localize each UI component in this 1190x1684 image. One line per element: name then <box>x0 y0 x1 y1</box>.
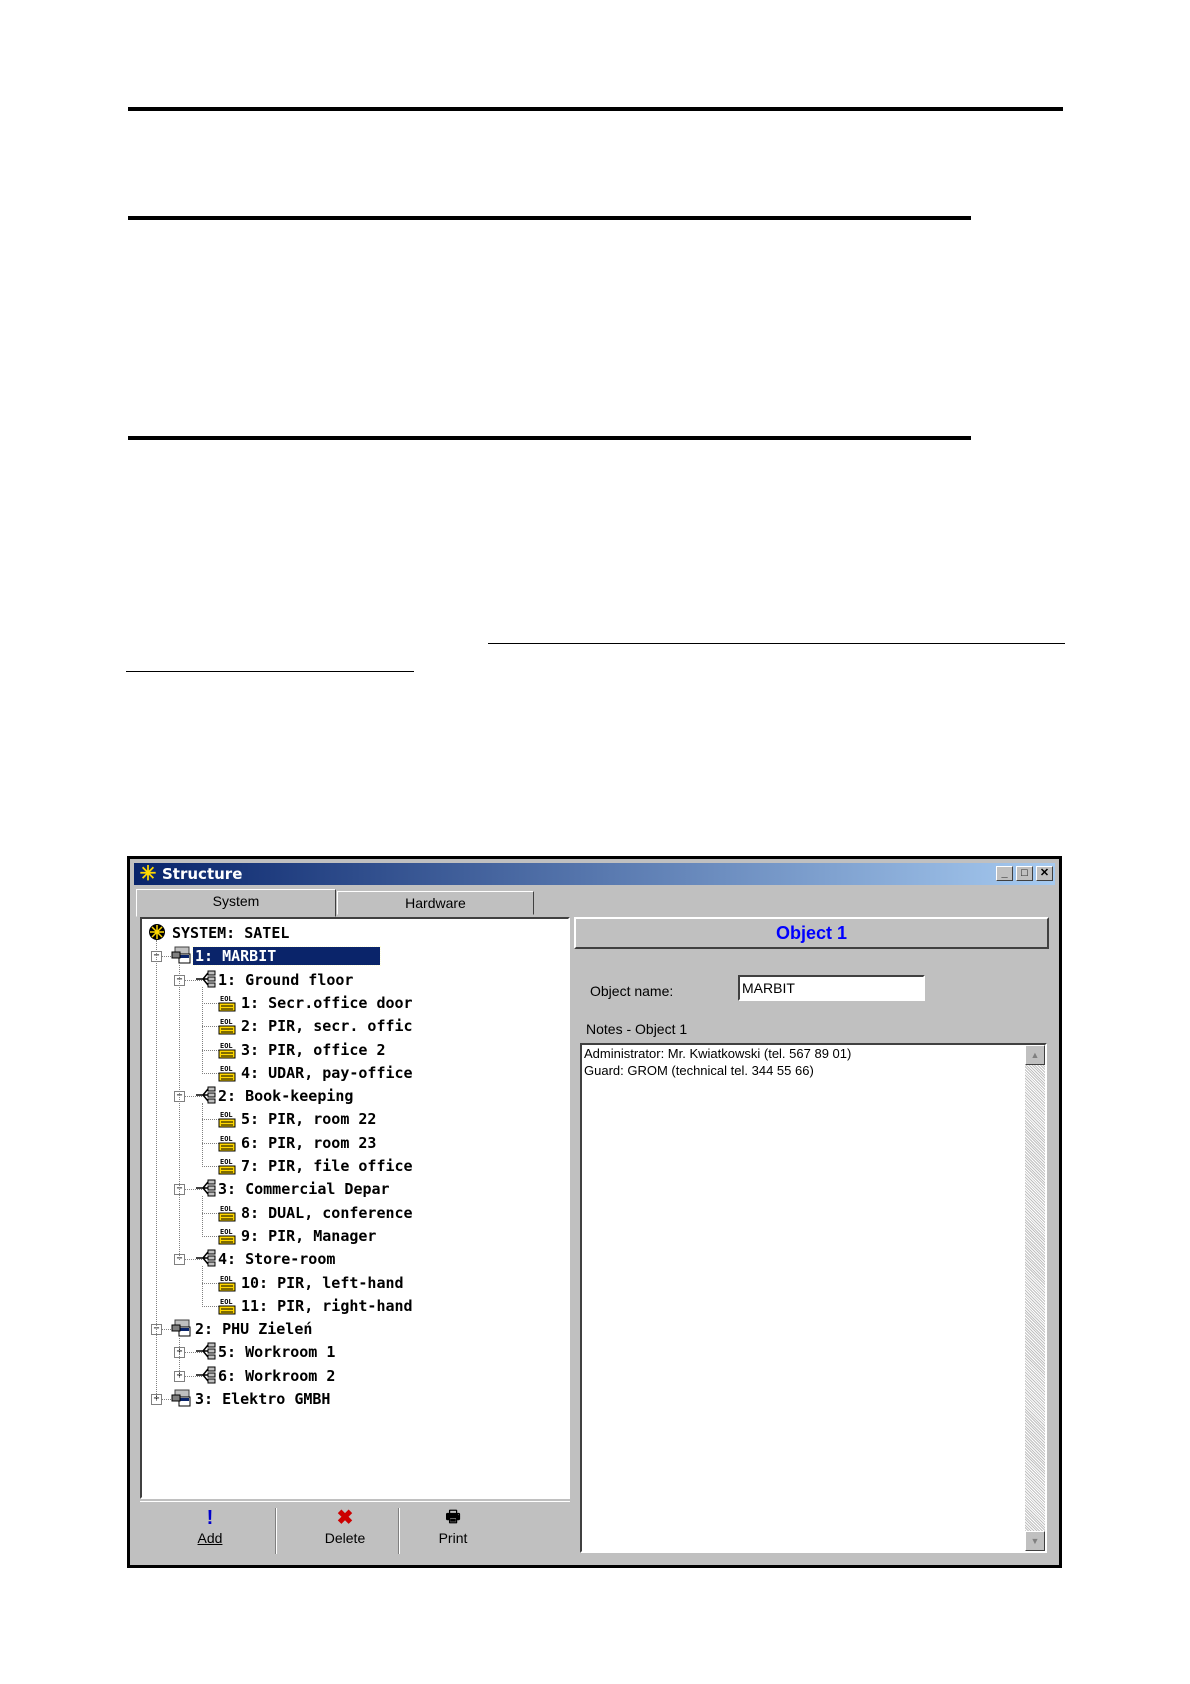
tree-guide <box>202 1266 203 1307</box>
tree-node-zone[interactable] <box>239 1202 415 1224</box>
page-rule-3 <box>128 436 971 440</box>
eol-zone-icon <box>217 1040 237 1058</box>
tree-node-partition[interactable] <box>216 1365 337 1387</box>
svg-text:EOL: EOL <box>220 1018 233 1027</box>
eol-zone-icon <box>217 1156 237 1174</box>
expand-toggle[interactable]: + <box>174 1371 185 1382</box>
object-icon <box>171 946 191 964</box>
svg-text:EOL: EOL <box>220 1064 233 1073</box>
tree-node-label: 4: UDAR, pay-office <box>241 1063 413 1082</box>
tree-node-zone[interactable] <box>239 1108 378 1130</box>
printer-icon: 🖶 <box>445 1509 461 1526</box>
page-rule-top <box>128 107 1063 111</box>
eol-zone-icon <box>217 1063 237 1081</box>
svg-text:EOL: EOL <box>220 994 233 1003</box>
scroll-up-button[interactable]: ▲ <box>1025 1045 1045 1065</box>
tree-node-label: 2: PIR, secr. offic <box>241 1017 413 1036</box>
close-button[interactable]: ✕ <box>1036 866 1053 881</box>
delete-button-label: Delete <box>324 1530 366 1546</box>
tree-node-label: 3: Elektro GMBH <box>195 1390 331 1408</box>
print-button-label: Print <box>438 1530 468 1546</box>
expand-toggle[interactable]: + <box>151 1394 162 1405</box>
collapse-toggle[interactable]: − <box>174 1254 185 1265</box>
tree-toolbar <box>140 1501 570 1558</box>
partition-icon <box>194 1179 214 1197</box>
tree-node-label: 11: PIR, right-hand <box>241 1296 413 1315</box>
notes-line: Guard: GROM (technical tel. 344 55 66) <box>584 1063 814 1078</box>
notes-textarea[interactable] <box>580 1043 1047 1553</box>
page-underline-1 <box>488 643 1065 644</box>
collapse-toggle[interactable]: − <box>174 1091 185 1102</box>
delete-button[interactable] <box>300 1506 390 1554</box>
tree-node-label: 2: PHU Zieleń <box>195 1320 313 1339</box>
collapse-toggle[interactable]: − <box>151 951 162 962</box>
eol-zone-icon <box>217 1016 237 1034</box>
tree-node-partition[interactable] <box>216 1341 337 1363</box>
structure-tree[interactable] <box>140 917 570 1499</box>
object-name-input[interactable]: MARBIT <box>738 975 925 1001</box>
maximize-button[interactable]: □ <box>1016 866 1033 881</box>
tree-node-label: 3: PIR, office 2 <box>241 1040 386 1059</box>
exclamation-icon: ! <box>206 1507 214 1529</box>
svg-text:EOL: EOL <box>220 1227 233 1236</box>
eol-zone-icon <box>217 1226 237 1244</box>
object-header: Object 1 <box>574 917 1049 949</box>
object-icon <box>171 1319 191 1337</box>
toolbar-separator <box>398 1508 400 1554</box>
toolbar-separator <box>275 1508 277 1554</box>
structure-window <box>127 856 1062 1568</box>
eol-zone-icon <box>217 1109 237 1127</box>
eol-zone-icon <box>217 993 237 1011</box>
eol-zone-icon <box>217 1273 237 1291</box>
tree-node-label: 1: MARBIT <box>193 947 380 965</box>
collapse-toggle[interactable]: − <box>174 1184 185 1195</box>
tree-node-zone[interactable] <box>239 1155 415 1177</box>
page-underline-2 <box>126 671 414 672</box>
svg-text:EOL: EOL <box>220 1204 233 1213</box>
add-button[interactable] <box>170 1506 250 1554</box>
collapse-toggle[interactable]: − <box>151 1324 162 1335</box>
tree-node-zone[interactable] <box>239 1225 378 1247</box>
tree-node-label: 7: PIR, file office <box>241 1157 413 1175</box>
tree-node-label: SYSTEM: SATEL <box>172 924 290 942</box>
svg-text:EOL: EOL <box>220 1111 233 1120</box>
scroll-down-button[interactable]: ▼ <box>1025 1531 1045 1551</box>
tree-node-label: 6: PIR, room 23 <box>241 1133 377 1152</box>
tree-node-label: 5: PIR, room 22 <box>241 1110 377 1129</box>
tree-guide <box>179 963 180 1260</box>
tree-node-label: 1: Ground floor <box>218 970 354 989</box>
svg-text:EOL: EOL <box>220 1158 233 1166</box>
app-icon: ✳ <box>139 863 157 885</box>
object-icon <box>171 1389 191 1407</box>
tree-node-partition[interactable] <box>216 1085 355 1107</box>
svg-text:EOL: EOL <box>220 1041 233 1050</box>
notes-label: Notes - Object 1 <box>586 1021 688 1037</box>
tree-guide <box>202 987 203 1074</box>
collapse-toggle[interactable]: − <box>174 975 185 986</box>
notes-scrollbar[interactable] <box>1025 1045 1045 1551</box>
tree-node-zone[interactable] <box>239 1132 378 1154</box>
details-panel <box>574 917 1051 1559</box>
partition-icon <box>194 1342 214 1360</box>
tree-node-label: 6: Workroom 2 <box>218 1366 336 1385</box>
tree-node-label: 2: Book-keeping <box>218 1087 354 1106</box>
title-bar[interactable] <box>134 863 1055 885</box>
tree-guide <box>202 1196 203 1237</box>
tab-system[interactable]: System <box>136 889 336 917</box>
partition-icon <box>194 1249 214 1267</box>
tree-node-label: 1: Secr.office door <box>241 993 413 1012</box>
tree-node-zone[interactable] <box>239 1272 406 1294</box>
partition-icon <box>194 1086 214 1104</box>
tree-node-label: 9: PIR, Manager <box>241 1226 377 1245</box>
tree-node-zone[interactable] <box>239 992 415 1014</box>
tree-node-object[interactable] <box>193 1318 314 1340</box>
tree-node-zone[interactable] <box>239 1062 415 1084</box>
tree-node-label: 5: Workroom 1 <box>218 1343 336 1362</box>
tree-node-label: 8: DUAL, conference <box>241 1203 413 1222</box>
tree-node-label: 3: Commercial Depar <box>218 1180 390 1199</box>
svg-text:EOL: EOL <box>220 1297 233 1306</box>
tree-node-zone[interactable] <box>239 1015 415 1037</box>
tree-node-object[interactable] <box>193 1388 332 1410</box>
tree-node-label: 10: PIR, left-hand <box>241 1273 404 1292</box>
tab-hardware[interactable]: Hardware <box>337 891 534 915</box>
svg-text:EOL: EOL <box>220 1134 233 1143</box>
eol-zone-icon <box>217 1296 237 1314</box>
tree-node-partition[interactable] <box>216 969 355 991</box>
system-icon <box>148 923 168 941</box>
delete-x-icon: ✖ <box>336 1507 354 1529</box>
tree-root[interactable] <box>170 922 291 944</box>
svg-text:EOL: EOL <box>220 1274 233 1283</box>
tree-guide <box>202 1103 203 1167</box>
window-title: Structure <box>162 865 243 883</box>
object-name-label: Object name: <box>590 983 674 999</box>
eol-zone-icon <box>217 1133 237 1151</box>
add-button-label: Add <box>197 1530 223 1546</box>
eol-zone-icon <box>217 1203 237 1221</box>
minimize-button[interactable]: _ <box>996 866 1013 881</box>
tree-node-zone[interactable] <box>239 1039 388 1061</box>
tree-guide <box>179 1336 180 1377</box>
expand-toggle[interactable]: + <box>174 1347 185 1358</box>
page-rule-2 <box>128 216 971 220</box>
tree-guide <box>156 940 157 1400</box>
tree-node-partition[interactable] <box>216 1248 337 1270</box>
tree-node-object[interactable] <box>193 945 380 967</box>
print-button[interactable] <box>418 1506 488 1554</box>
notes-line: Administrator: Mr. Kwiatkowski (tel. 567 89 01) <box>584 1046 852 1061</box>
tree-node-label: 4: Store-room <box>218 1250 336 1269</box>
partition-icon <box>194 970 214 988</box>
partition-icon <box>194 1366 214 1384</box>
tree-node-partition[interactable] <box>216 1178 392 1200</box>
tree-node-zone[interactable] <box>239 1295 415 1317</box>
